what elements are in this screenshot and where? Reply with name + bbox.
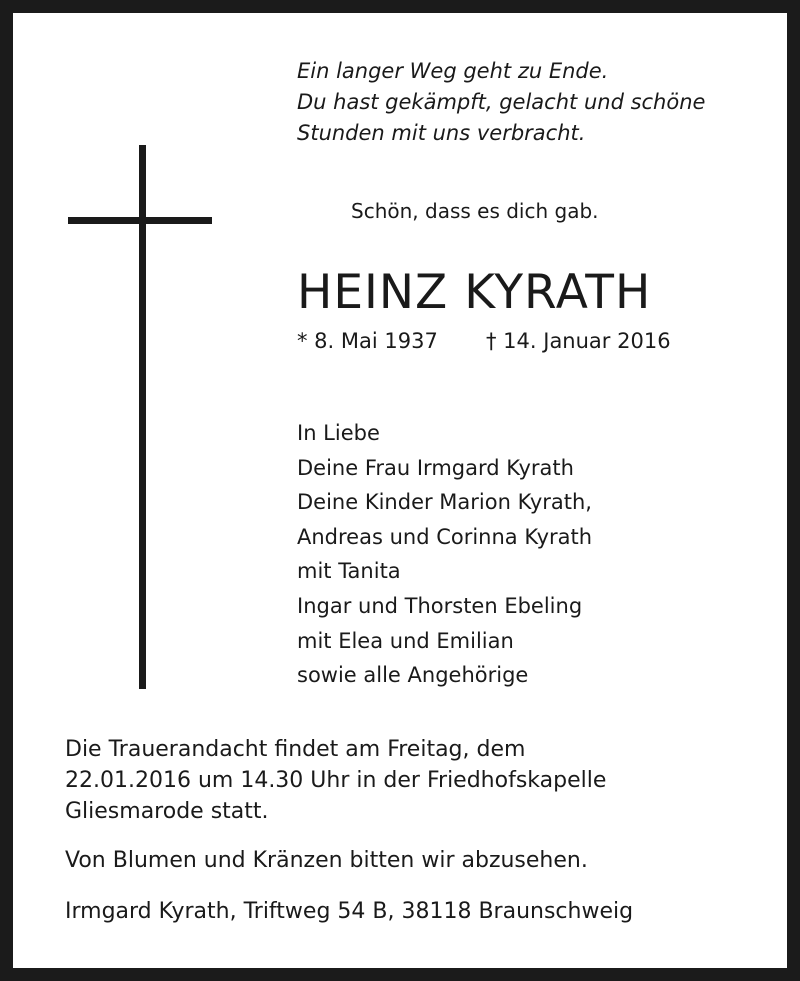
contact-address: Irmgard Kyrath, Triftweg 54 B, 38118 Braunschweig bbox=[65, 899, 634, 924]
death-date: † 14. Januar 2016 bbox=[486, 329, 671, 353]
poem-line: Stunden mit uns verbracht. bbox=[297, 121, 586, 145]
poem-line: Ein langer Weg geht zu Ende. bbox=[297, 59, 609, 83]
poem bbox=[297, 56, 705, 149]
service-line: Die Trauerandacht findet am Freitag, dem bbox=[65, 737, 526, 762]
service-line: 22.01.2016 um 14.30 Uhr in der Friedhofskapelle bbox=[65, 768, 607, 793]
mourner-line: Deine Frau Irmgard Kyrath bbox=[297, 455, 574, 480]
cross-vertical-beam bbox=[139, 145, 146, 689]
cross-horizontal-beam bbox=[68, 217, 212, 224]
mourner-line: mit Elea und Emilian bbox=[297, 628, 514, 653]
mourner-line: Ingar und Thorsten Ebeling bbox=[297, 593, 583, 618]
mourner-line: mit Tanita bbox=[297, 559, 401, 584]
mourner-line: sowie alle Angehörige bbox=[297, 663, 529, 688]
poem-line: Du hast gekämpft, gelacht und schöne bbox=[297, 90, 706, 114]
service-line: Gliesmarode statt. bbox=[65, 799, 269, 824]
birth-date: * 8. Mai 1937 bbox=[297, 329, 438, 353]
mourners-list bbox=[297, 416, 592, 693]
saying: Schön, dass es dich gab. bbox=[351, 199, 599, 223]
mourner-line: Andreas und Corinna Kyrath bbox=[297, 524, 593, 549]
flowers-note: Von Blumen und Kränzen bitten wir abzusehen. bbox=[65, 848, 588, 873]
service-announcement bbox=[65, 734, 606, 827]
mourner-line: Deine Kinder Marion Kyrath, bbox=[297, 490, 592, 515]
deceased-name: HEINZ KYRATH bbox=[297, 265, 652, 320]
mourner-line: In Liebe bbox=[297, 421, 380, 445]
